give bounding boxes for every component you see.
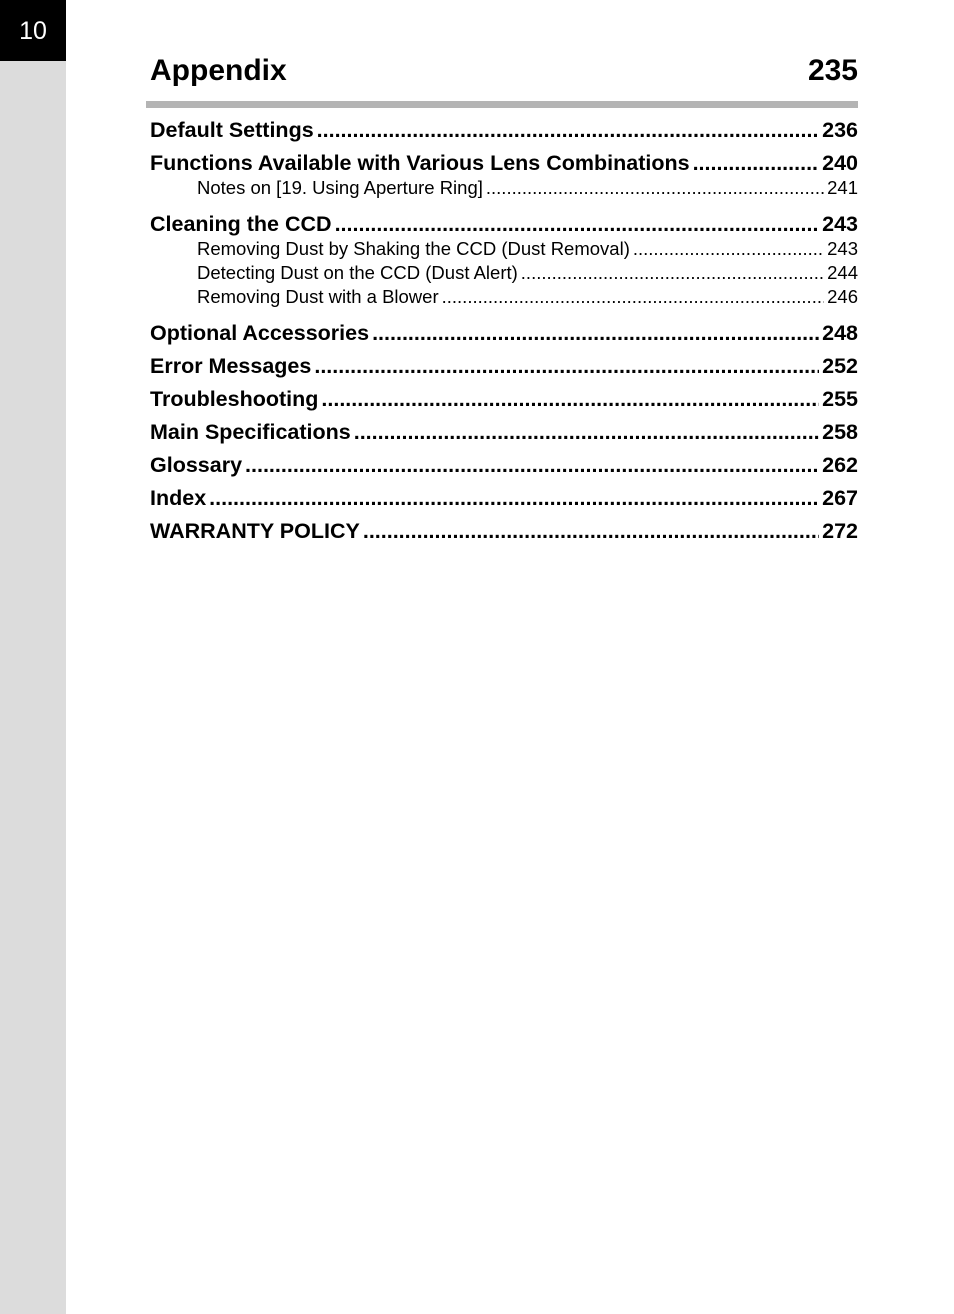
dot-leader: [354, 416, 819, 449]
dot-leader: [372, 317, 819, 350]
page-number-tab: [0, 0, 66, 61]
toc-entry-page: 240: [822, 151, 858, 175]
toc-entry-label: Index: [150, 486, 207, 510]
toc-subentry-page: 241: [827, 177, 858, 198]
toc-entry-label: Main Specifications: [150, 420, 351, 444]
toc-entry[interactable]: [150, 317, 858, 350]
dot-leader: [633, 237, 824, 261]
toc-entry-label: Functions Available with Various Lens Combinations: [150, 151, 690, 175]
toc-entry[interactable]: [150, 114, 858, 147]
toc-subentry-label: Removing Dust with a Blower: [197, 286, 439, 307]
dot-leader: [314, 350, 819, 383]
side-margin-strip: [0, 0, 66, 1314]
dot-leader: [521, 261, 824, 285]
toc-entry[interactable]: [150, 515, 858, 548]
toc-entry-label: Cleaning the CCD: [150, 212, 332, 236]
dot-leader: [317, 114, 819, 147]
toc-subentry[interactable]: [150, 176, 858, 200]
toc-list: [150, 114, 858, 548]
toc-entry-page: 267: [822, 486, 858, 510]
toc-entry[interactable]: [150, 482, 858, 515]
toc-subentry-page: 243: [827, 238, 858, 259]
toc-section: [150, 50, 858, 543]
dot-leader: [321, 383, 819, 416]
dot-leader: [245, 449, 819, 482]
section-heading: [150, 50, 858, 92]
dot-leader: [209, 482, 819, 515]
toc-entry[interactable]: [150, 416, 858, 449]
toc-entry-label: WARRANTY POLICY: [150, 519, 360, 543]
toc-entry-label: Error Messages: [150, 354, 312, 378]
section-page: 235: [807, 54, 858, 87]
toc-subentry[interactable]: [150, 285, 858, 309]
heading-divider: [146, 101, 858, 108]
toc-entry-label: Troubleshooting: [150, 387, 319, 411]
dot-leader: [486, 176, 824, 200]
toc-entry[interactable]: [150, 383, 858, 416]
toc-entry[interactable]: [150, 449, 858, 482]
toc-subentry[interactable]: [150, 237, 858, 261]
toc-subentry-page: 244: [827, 262, 858, 283]
toc-entry-page: 262: [822, 453, 858, 477]
toc-entry-label: Default Settings: [150, 118, 314, 142]
toc-entry-page: 248: [822, 321, 858, 345]
toc-entry-page: 236: [822, 118, 858, 142]
page-number: 10: [19, 17, 47, 45]
toc-entry-page: 252: [822, 354, 858, 378]
toc-subentry[interactable]: [150, 261, 858, 285]
toc-entry-page: 255: [822, 387, 858, 411]
toc-subentry-label: Removing Dust by Shaking the CCD (Dust Removal): [197, 238, 630, 259]
dot-leader: [363, 515, 819, 548]
toc-entry-label: Glossary: [150, 453, 243, 477]
dot-leader: [442, 285, 825, 309]
toc-entry-page: 272: [822, 519, 858, 543]
toc-subentry-label: Detecting Dust on the CCD (Dust Alert): [197, 262, 518, 283]
toc-subentry-page: 246: [827, 286, 858, 307]
toc-subentry-label: Notes on [19. Using Aperture Ring]: [197, 177, 483, 198]
toc-entry-label: Optional Accessories: [150, 321, 370, 345]
section-title: Appendix: [150, 54, 287, 87]
toc-entry[interactable]: [150, 350, 858, 383]
toc-entry-page: 243: [822, 212, 858, 236]
toc-entry-page: 258: [822, 420, 858, 444]
